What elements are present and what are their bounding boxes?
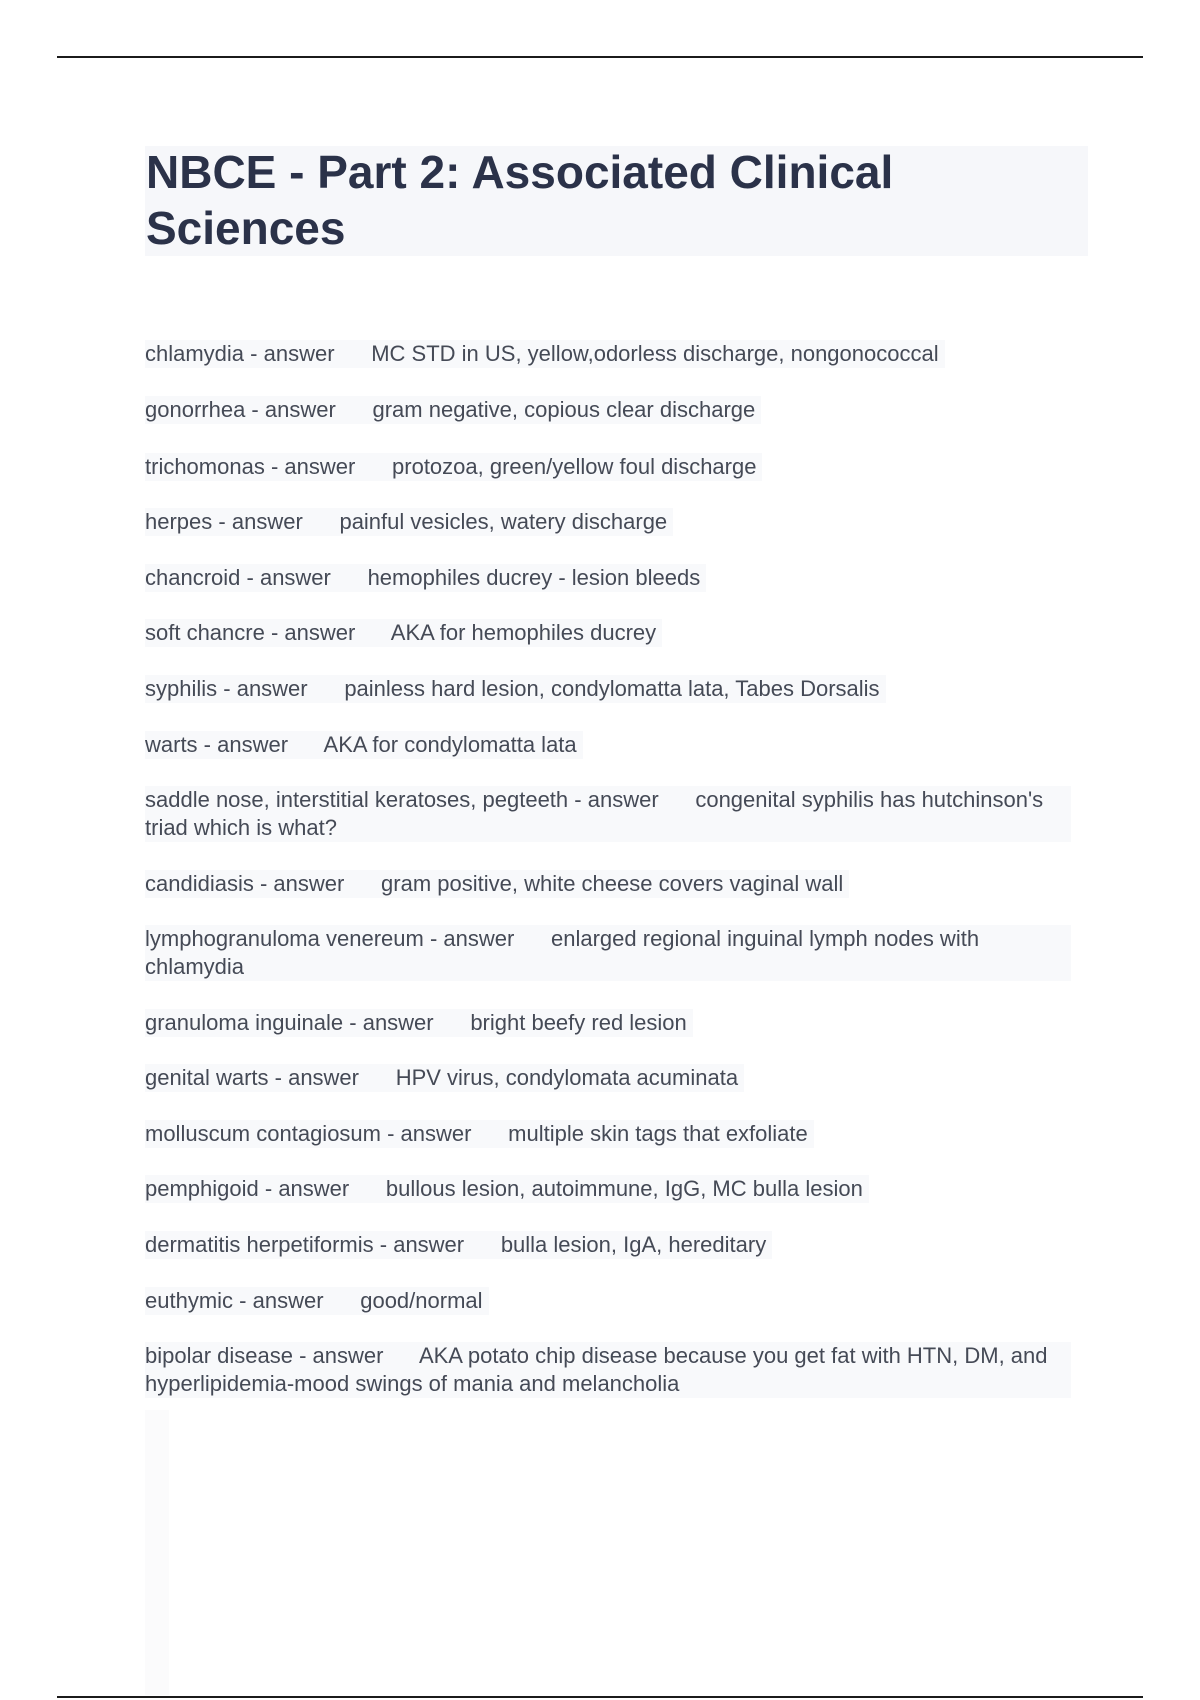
card-term: genital warts — [145, 1065, 269, 1090]
answer-label: answer — [278, 1176, 350, 1201]
card-answer: good/normal — [360, 1288, 483, 1313]
card-term: euthymic — [145, 1288, 234, 1313]
card-answer: bulla lesion, IgA, hereditary — [500, 1232, 767, 1257]
answer-label: answer — [400, 1121, 472, 1146]
flashcard: molluscum contagiosum - answer multiple skin tags that exfoliate — [145, 1120, 814, 1148]
card-term: syphilis — [145, 676, 218, 701]
card-answer: HPV virus, condylomata acuminata — [395, 1065, 739, 1090]
card-answer: painless hard lesion, condylomatta lata, Tabes Dorsalis — [344, 676, 880, 701]
card-answer: bullous lesion, autoimmune, IgG, MC bulla lesion — [385, 1176, 863, 1201]
answer-label: answer — [252, 1288, 324, 1313]
card-answer: MC STD in US, yellow,odorless discharge, nongonococcal — [371, 341, 939, 366]
margin-shading — [145, 1410, 169, 1695]
answer-label: answer — [312, 1343, 384, 1368]
answer-label: answer — [587, 787, 659, 812]
card-term: dermatitis herpetiformis — [145, 1232, 374, 1257]
answer-label: answer — [284, 454, 356, 479]
document-title: NBCE - Part 2: Associated Clinical Sciences — [146, 146, 894, 254]
answer-label: answer — [217, 732, 289, 757]
answer-label: answer — [288, 1065, 359, 1090]
answer-label: answer — [393, 1232, 465, 1257]
card-answer: multiple skin tags that exfoliate — [508, 1121, 808, 1146]
flashcard: chlamydia - answer MC STD in US, yellow,odorless discharge, nongonococcal — [145, 340, 945, 368]
flashcard: trichomonas - answer protozoa, green/yellow foul discharge — [145, 453, 762, 481]
flashcard: warts - answer AKA for condylomatta lata — [145, 731, 583, 759]
flashcard: gonorrhea - answer gram negative, copious clear discharge — [145, 396, 761, 424]
card-term: molluscum contagiosum — [145, 1121, 381, 1146]
answer-label: answer — [263, 341, 335, 366]
card-answer: protozoa, green/yellow foul discharge — [392, 454, 757, 479]
card-term: chancroid — [145, 565, 241, 590]
card-term: candidiasis — [145, 871, 254, 896]
card-answer: painful vesicles, watery discharge — [339, 509, 668, 534]
flashcard: genital warts - answer HPV virus, condylomata acuminata — [145, 1064, 744, 1092]
card-answer: AKA for condylomatta lata — [323, 732, 577, 757]
answer-label: answer — [284, 620, 356, 645]
card-term: pemphigoid — [145, 1176, 259, 1201]
answer-label: answer — [443, 926, 515, 951]
card-term: bipolar disease — [145, 1343, 293, 1368]
flashcard: dermatitis herpetiformis - answer bulla lesion, IgA, hereditary — [145, 1231, 772, 1259]
answer-label: answer — [264, 397, 336, 422]
flashcard: chancroid - answer hemophiles ducrey - lesion bleeds — [145, 564, 706, 592]
card-answer: AKA potato chip disease because you get fat with HTN, DM, and hyperlipidemia-mood swings of mania and melancholia — [145, 1343, 1048, 1396]
card-term: saddle nose, interstitial keratoses, pegteeth — [145, 787, 569, 812]
flashcard: herpes - answer painful vesicles, watery discharge — [145, 508, 673, 536]
card-term: herpes — [145, 509, 213, 534]
card-term: soft chancre — [145, 620, 265, 645]
flashcard: pemphigoid - answer bullous lesion, autoimmune, IgG, MC bulla lesion — [145, 1175, 869, 1203]
flashcard: euthymic - answer good/normal — [145, 1287, 489, 1315]
card-term: chlamydia — [145, 341, 245, 366]
card-term: granuloma inguinale — [145, 1010, 344, 1035]
card-answer: bright beefy red lesion — [470, 1010, 687, 1035]
card-answer: gram positive, white cheese covers vaginal wall — [381, 871, 844, 896]
flashcard: candidiasis - answer gram positive, white cheese covers vaginal wall — [145, 870, 849, 898]
flashcard: lymphogranuloma venereum - answer enlarged regional inguinal lymph nodes with chlamydia — [145, 925, 1071, 981]
answer-label: answer — [231, 509, 303, 534]
flashcard: bipolar disease - answer AKA potato chip disease because you get fat with HTN, DM, and hyperlipidemia-mood swings of mania and melancholia — [145, 1342, 1071, 1398]
card-answer: AKA for hemophiles ducrey — [390, 620, 657, 645]
card-answer: congenital syphilis has hutchinson's triad which is what? — [145, 787, 1044, 840]
answer-label: answer — [362, 1010, 434, 1035]
flashcard: soft chancre - answer AKA for hemophiles ducrey — [145, 619, 662, 647]
answer-label: answer — [236, 676, 308, 701]
answer-label: answer — [259, 565, 331, 590]
bottom-rule — [57, 1696, 1143, 1698]
card-term: gonorrhea — [145, 397, 246, 422]
flashcard: granuloma inguinale - answer bright beefy red lesion — [145, 1009, 693, 1037]
flashcard: syphilis - answer painless hard lesion, condylomatta lata, Tabes Dorsalis — [145, 675, 886, 703]
card-answer: hemophiles ducrey - lesion bleeds — [367, 565, 701, 590]
answer-label: answer — [273, 871, 345, 896]
card-term: lymphogranuloma venereum — [145, 926, 424, 951]
card-term: warts — [145, 732, 198, 757]
flashcard: saddle nose, interstitial keratoses, pegteeth - answer congenital syphilis has hutchinson's triad which is what? — [145, 786, 1071, 842]
card-answer: gram negative, copious clear discharge — [372, 397, 756, 422]
card-answer: enlarged regional inguinal lymph nodes with chlamydia — [145, 926, 980, 979]
card-term: trichomonas — [145, 454, 265, 479]
